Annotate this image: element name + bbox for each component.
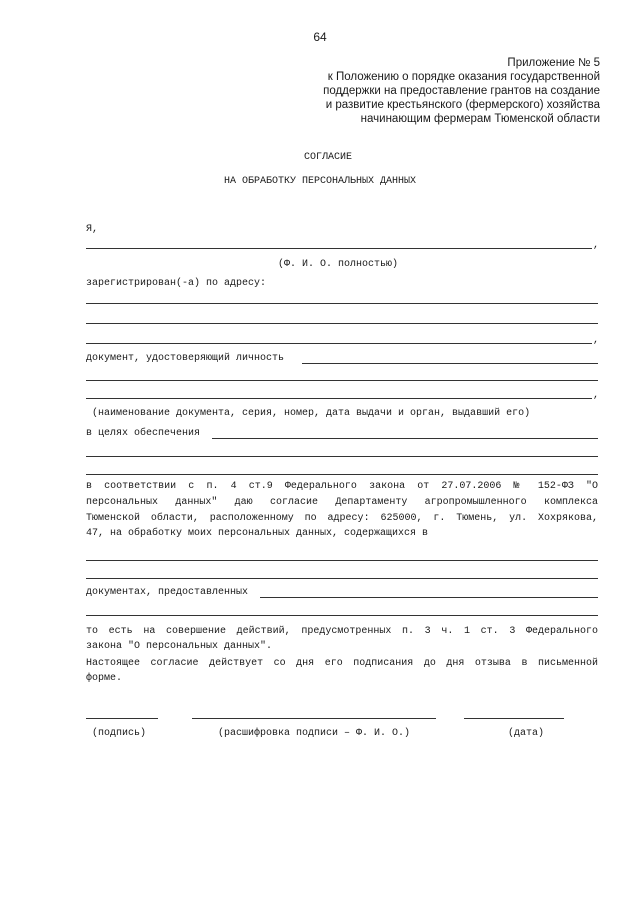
fio-caption: (Ф. И. О. полностью) — [278, 259, 399, 270]
signature-decoding-line[interactable] — [192, 718, 436, 719]
annex-line-2: к Положению о порядке оказания государственной — [327, 71, 600, 83]
purpose-line-2[interactable] — [86, 456, 598, 457]
documents-line-2[interactable] — [86, 578, 598, 579]
consent-line-4: 47, на обработку моих персональных данных, содержащихся в — [86, 528, 429, 539]
registered-label: зарегистрирован(-а) по адресу: — [86, 278, 267, 289]
signature-line[interactable] — [86, 718, 158, 719]
i-label: Я, — [86, 224, 99, 235]
date-line[interactable] — [464, 718, 564, 719]
document-caption: (наименование документа, серия, номер, дата выдачи и орган, выдавший его) — [92, 408, 531, 419]
fio-line[interactable] — [86, 248, 592, 249]
documents-line-1[interactable] — [86, 560, 598, 561]
document-page: 64 Приложение № 5 к Положению о порядке оказания государственной поддержки на предоставление грантов на создание и развитие крестьянского (фермерского) хозяйства начинающим фермерам Тюменской области СОГЛАСИЕ НА ОБРАБОТКУ ПЕРСОНАЛЬНЫХ ДАННЫХ Я, , (Ф. И. О. полностью) зарегистрирован(-а) по адресу: , документ, удостоверяющий личность , (наименование документа, серия, номер, дата выдачи и орган, выдавший его) в целях обеспечения в соответствии с п. 4 ст.9 Федерального закона от 27.07.2006 № 152-ФЗ "О персональных данных" даю согласие Департаменту агропромышленного комплекса Тюменской области, расположенному по адресу: 625000, г. Тюмень, ул. Хохрякова, 47, на обработку моих персональных данных, содержащихся в документах, предоставленных то есть на совершение действий, предусмотренных п. 3 ч. 1 ст. 3 Федерального закона "О персональных данных". Настоящее согласие действует со дня его подписания до дня отзыва в письменной форме. (подпись) (расшифровка подписи – Ф. И. О.) (дата) — [0, 0, 640, 905]
documents-provided-line-2[interactable] — [86, 615, 598, 616]
annex-line-1: Приложение № 5 — [507, 57, 600, 69]
consent-line-2: персональных данных" даю согласие Департаменту агропромышленного комплекса — [86, 497, 598, 508]
signature-decoding-caption: (расшифровка подписи – Ф. И. О.) — [218, 728, 411, 739]
address-line-1[interactable] — [86, 303, 598, 304]
date-caption: (дата) — [508, 728, 545, 739]
document-label: документ, удостоверяющий личность — [86, 353, 285, 364]
documents-label: документах, предоставленных — [86, 587, 249, 598]
purpose-line-1[interactable] — [212, 438, 598, 439]
validity-line-2: форме. — [86, 673, 123, 684]
purpose-line-3[interactable] — [86, 474, 598, 475]
page-number: 64 — [313, 30, 327, 44]
address-line-3[interactable] — [86, 343, 592, 344]
document-line-3[interactable] — [86, 398, 592, 399]
consent-line-3: Тюменской области, расположенному по адресу: 625000, г. Тюмень, ул. Хохрякова, — [86, 513, 598, 524]
annex-line-4: и развитие крестьянского (фермерского) хозяйства — [325, 99, 600, 111]
actions-line-1: то есть на совершение действий, предусмотренных п. 3 ч. 1 ст. 3 Федерального — [86, 626, 598, 637]
annex-line-5: начинающим фермерам Тюменской области — [360, 113, 600, 125]
consent-line-1: в соответствии с п. 4 ст.9 Федерального закона от 27.07.2006 № 152-ФЗ "О — [86, 481, 598, 492]
document-line-1[interactable] — [302, 363, 598, 364]
purpose-label: в целях обеспечения — [86, 428, 201, 439]
documents-provided-line-1[interactable] — [260, 597, 598, 598]
validity-line-1: Настоящее согласие действует со дня его подписания до дня отзыва в письменной — [86, 658, 598, 669]
address-line-2[interactable] — [86, 323, 598, 324]
document-title: СОГЛАСИЕ — [303, 152, 352, 163]
document-subtitle: НА ОБРАБОТКУ ПЕРСОНАЛЬНЫХ ДАННЫХ — [223, 176, 417, 187]
actions-line-2: закона "О персональных данных". — [86, 641, 273, 652]
document-line-2[interactable] — [86, 380, 598, 381]
signature-caption: (подпись) — [92, 728, 147, 739]
annex-line-3: поддержки на предоставление грантов на создание — [323, 85, 600, 97]
